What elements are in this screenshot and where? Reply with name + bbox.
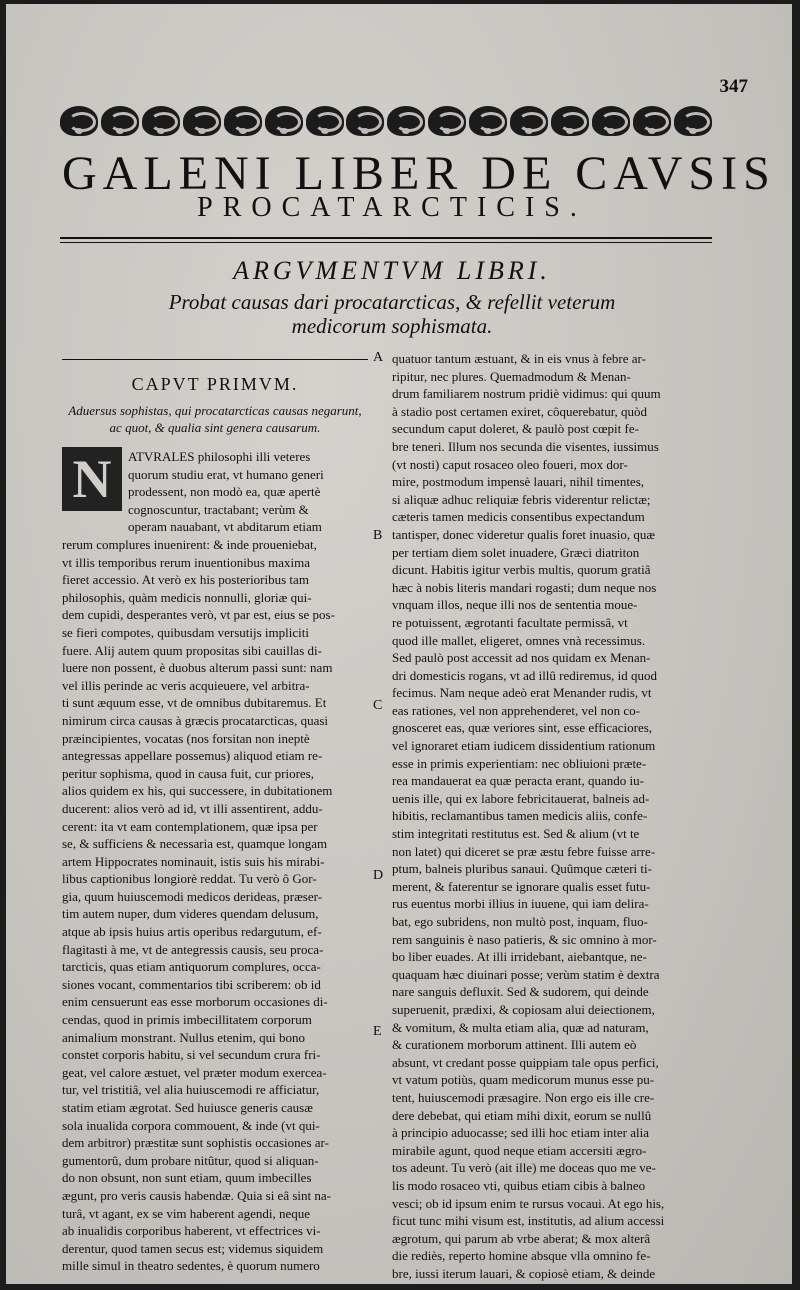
text-line: luere non possent, è duobus alterum passi sunt: nam [62,660,333,676]
text-line: uenis ille, qui ex labore febricitauerat, balneis ad- [392,790,650,806]
text-line: quorum studiu erat, vt humano generi [128,466,324,482]
text-line: dri domesticis rogans, vt ad illû rediremus, id quod [392,667,658,683]
text-line: vesci; ob id ipsum enim te rursus vocaui. At ego his, [392,1195,665,1211]
text-line: enim censuerunt eas esse morborum occasiones di- [62,994,328,1010]
text-line: tim autem nuper, dum videres quendam delusum, [62,906,319,922]
text-line: (vt nosti) caput rosaceo oleo foueri, mox dor- [392,456,628,472]
ornament-flourish-icon [265,106,303,136]
text-line: bre teneri. Illum nos secunda die visentes, iussimus [392,438,659,454]
section-marker: D [373,868,384,883]
text-line: tur, vel tristitiâ, vel alia huiuscemodi re afficiatur, [62,1082,320,1098]
ornament-flourish-icon [510,106,548,136]
text-line: turâ, vt agant, ex se vim haberent agendi, neque [62,1205,310,1221]
text-line: libus captionibus longiorè reddat. Tu verò ô Gor- [62,871,317,887]
ornament-flourish-icon [183,106,221,136]
page-number: 347 [719,76,748,97]
text-line: secundum caput doleret, & paulò post cœpit fe- [392,421,639,437]
text-line: sola inualida corpora commouent, & inde (vt qui- [62,1117,320,1133]
text-line: absunt, vt credant posse quippiam tale opus perfici, [392,1054,659,1070]
text-line: præincipientes, vocatas (nos forsitan non ineptè [62,730,310,746]
book-title: GALENI LIBER DE CAVSIS [62,147,776,200]
text-line: do non obsunt, non sunt etiam, quum imbecilles [62,1170,312,1186]
text-line: quaquam hæc diuinari posse; verùm statim è dextra [392,966,660,982]
headpiece-ornament [60,102,712,140]
text-line: statim etiam ægrotat. Sed huiusce generis causæ [62,1100,313,1115]
ornament-flourish-icon [674,106,712,136]
text-line: animalium monstrant. Nullus etenim, qui bono [62,1029,306,1045]
ornament-flourish-icon [224,106,262,136]
ornament-flourish-icon [101,106,139,136]
text-line: eas rationes, vel non apprehenderet, vel non co- [392,702,640,718]
text-line: rus euentus morbi illius in iuuene, qui iam delira- [392,896,649,912]
text-line: antegressas appellare possemus) aliquod etiam re- [62,748,323,764]
text-line: merent, & faterentur se ignorare qualis esset futu- [392,878,651,894]
text-line: si aliquæ adhuc reliquiæ febris viderentur relictæ; [392,491,651,507]
text-line: dem cupidi, desperantes verò, vt par est, eius se pos- [62,607,335,623]
text-line: mirabile agunt, quod neque etiam accersiti ægro- [392,1142,647,1158]
text-line: rea mandauerat ea quæ peracta erant, quando iu- [392,773,644,789]
text-line: ducerent: alios verò ad id, vt illi assentirent, addu- [62,800,323,816]
text-line: dem arbitror) præstitæ sunt sophistis occasiones ar- [62,1135,329,1151]
text-line: à principio aduocasse; sed illi hoc etiam inter alia [392,1125,650,1141]
text-line: esse in primis experientiam: nec obliuioni præte- [392,755,647,771]
right-column-text [392,350,712,1282]
text-line: à stadio post certamen exiret, côquerebatur, quòd [392,403,648,419]
text-line: bo liber euades. At illi irridebant, aiebantque, ne- [392,949,647,965]
text-line: dere debebat, qui etiam mihi dixit, eorum se nullû [392,1107,652,1123]
ornament-flourish-icon [633,106,671,136]
text-line: tos adeunt. Tu verò (ait ille) me doceas quo me ve- [392,1160,656,1176]
text-line: vel ignoraret etiam iudicem dissidentium rationum [392,738,656,754]
text-line: siones vocant, commentarios tibi scriberem: ob id [62,976,321,992]
text-line: prodessent, non modò ea, quæ apertè [128,484,321,500]
ornament-flourish-icon [551,106,589,136]
text-line: tent, huiuscemodi præsagire. Non ergo eis ille cre- [392,1089,655,1105]
argument-text-line: medicorum sophismata. [291,314,493,338]
left-column-top-text [128,448,368,536]
text-line: quod ille mallet, eligeret, omnes vnà recessimus. [392,632,646,648]
text-line: tantisper, donec videretur qualis foret inuasio, quæ [392,526,656,542]
text-line: ficut tunc mihi visum est, institutis, ad alium accessi [392,1213,665,1229]
text-line: ti sunt æquum esse, vt de omnibus dubitaremus. Et [62,695,327,711]
section-marker: B [373,528,383,543]
text-line: cerent: ita vt eam contemplationem, quæ ipsa per [62,818,318,834]
text-line: per tertiam diem solet inuadere, Græci diatriton [392,544,640,560]
text-line: & vomitum, & multa etiam alia, quæ ad naturam, [392,1019,649,1035]
argument-text-line: Probat causas dari procatarcticas, & refellit veterum [168,290,616,314]
ornament-flourish-icon [592,106,630,136]
text-line: vel illis perinde ac veris acquieuere, vel arbitra- [62,677,310,693]
text-line: cognoscuntur, tractabant; verùm & [128,501,309,517]
title-rule [60,237,712,239]
text-line: alios quidem ex his, qui successere, in dubitationem [62,783,333,799]
chapter-summary [62,402,368,436]
text-line: bat, ego subridens, non multò post, inquam, fluo- [392,914,649,929]
title-rule-thin [60,242,712,243]
text-line: hæc à nobis literis mandari rogasti; dum neque nos [392,579,657,595]
left-column-text [62,536,368,1275]
text-line: gnosceret eas, quæ veriores sint, esse efficaciores, [392,720,653,736]
text-line: hibitis, reclamantibus tamen medicis aliis, confe- [392,808,648,824]
text-line: ptum, balneis pluribus sanaui. Quûmque cæteri ti- [392,861,652,877]
ornament-flourish-icon [346,106,384,136]
text-line: operam nauabant, vt abditarum etiam [128,519,322,535]
text-line: lis modo rosaceo vti, quibus etiam cibis à balneo [392,1177,646,1193]
text-line: mille simul in theatro sedentes, è quorum numero [62,1258,320,1274]
text-line: nimirum circa causas à græcis procatarcticas, quasi [62,712,329,728]
text-line: cendas, quod in primis imbecillitatem corporum [62,1012,312,1028]
ornament-flourish-icon [469,106,507,136]
text-line: atque ab ipsis huius artis operibus redargutum, ef- [62,924,322,940]
text-line: re potuissent, ægrotanti facultate permissâ, vt [392,614,628,630]
text-line: ægunt, pro veris causis habendæ. Quia si eâ sint na- [62,1187,331,1203]
text-line: constet corporis habitu, si vel secundum crura fri- [62,1047,321,1063]
text-line: fieret accessio. At verò ex his posterioribus tam [62,572,309,588]
text-line: ripitur, nec plures. Quemadmodum & Menan- [392,368,631,384]
text-line: peritur sophisma, quod in causa fuit, cur priores, [62,765,314,781]
text-line: Sed paulò post accessit ad nos quidam ex Menan- [392,650,651,666]
decorated-initial: N [62,447,122,511]
chapter-summary-line: Aduersus sophistas, qui procatarcticas causas negarunt, [68,403,362,418]
text-line: se fieri compotes, quibusdam versutijs impliciti [62,624,309,640]
text-line: bre, iussi iterum lauari, & copiosè etiam, & deinde [392,1265,656,1281]
text-line: philosophis, quàm medicis nonnulli, gloriæ qui- [62,589,312,605]
text-line: die rediès, reperto homine absque vlla omnino fe- [392,1248,651,1264]
text-line: se, & sufficiens & necessaria est, quamque longam [62,836,328,852]
text-line: cæteris tamen medicis consentibus expectandum [392,509,645,525]
text-line: gia, quum huiuscemodi medicos derideas, præser- [62,888,323,904]
book-page [6,4,792,1284]
book-subtitle: PROCATARCTICIS. [197,192,587,223]
text-line: ab inualidis corporibus haberent, vt effectrices vi- [62,1223,321,1239]
text-line: ATVRALES philosophi illi veteres [128,449,311,464]
text-line: vnquam illos, neque illi nos de sententia moue- [392,597,638,613]
ornament-flourish-icon [428,106,466,136]
chapter-summary-line: ac quot, & qualia sint genera causarum. [109,420,321,435]
text-line: dicunt. Habitis igitur verbis multis, quorum gratiâ [392,562,651,578]
ornament-flourish-icon [387,106,425,136]
text-line: vt vatum potiùs, quam medicorum munus esse pu- [392,1072,655,1088]
text-line: & curationem morborum attinent. Illi autem eò [392,1037,637,1053]
text-line: mire, postmodum impensè lauari, nihil timentes, [392,474,645,490]
text-line: geat, vel calore æstuet, vel præter modum exercea- [62,1064,327,1080]
text-line: rerum complures inuenirent: & inde proueniebat, [62,537,317,552]
section-marker: A [373,350,384,365]
text-line: rem sanguinis è naso patieris, & sic omnino à mor- [392,931,657,947]
ornament-flourish-icon [142,106,180,136]
section-marker: C [373,698,383,713]
text-line: gumentorû, dum probare nitûtur, quod si aliquan- [62,1152,319,1168]
ornament-flourish-icon [60,106,98,136]
text-line: fecimus. Nam neque adeò erat Menander rudis, vt [392,685,652,701]
text-line: tarcticis, quas etiam antiquorum complures, occa- [62,959,321,975]
text-line: superuenit, prædixi, & copiosam alui deiectionem, [392,1001,655,1017]
column-rule [62,359,368,360]
text-line: stim integritati restitutus est. Sed & alium (vt te [392,826,640,842]
text-line: artem Hippocrates nominauit, istis suis his mirabi- [62,853,325,869]
text-line: non latet) qui diceret se præ æstu febre fuisse arre- [392,843,656,859]
text-line: flagitasti à me, vt de antegressis causis, seu proca- [62,941,324,957]
text-line: quatuor tantum æstuant, & in eis vnus à febre ar- [392,351,646,366]
text-line: fuere. Alij autem quum propositas sibi cauillas di- [62,642,322,658]
text-line: derentur, quod tamen secus est; videmus siquidem [62,1240,324,1256]
text-line: vt illis temporibus rerum inuentionibus maxima [62,554,311,570]
argument-heading: ARGVMENTVM LIBRI. [233,256,551,285]
text-line: drum familiarem nostrum pridiè vidimus: qui quum [392,386,661,402]
ornament-flourish-icon [306,106,344,136]
chapter-heading: CAPVT PRIMVM. [131,374,299,394]
text-line: ægrotum, qui parum ab vrbe aberat; & mox alterâ [392,1230,651,1246]
text-line: nare sanguis defluxit. Sed & sudorem, qui deinde [392,984,649,1000]
section-marker: E [373,1024,382,1039]
